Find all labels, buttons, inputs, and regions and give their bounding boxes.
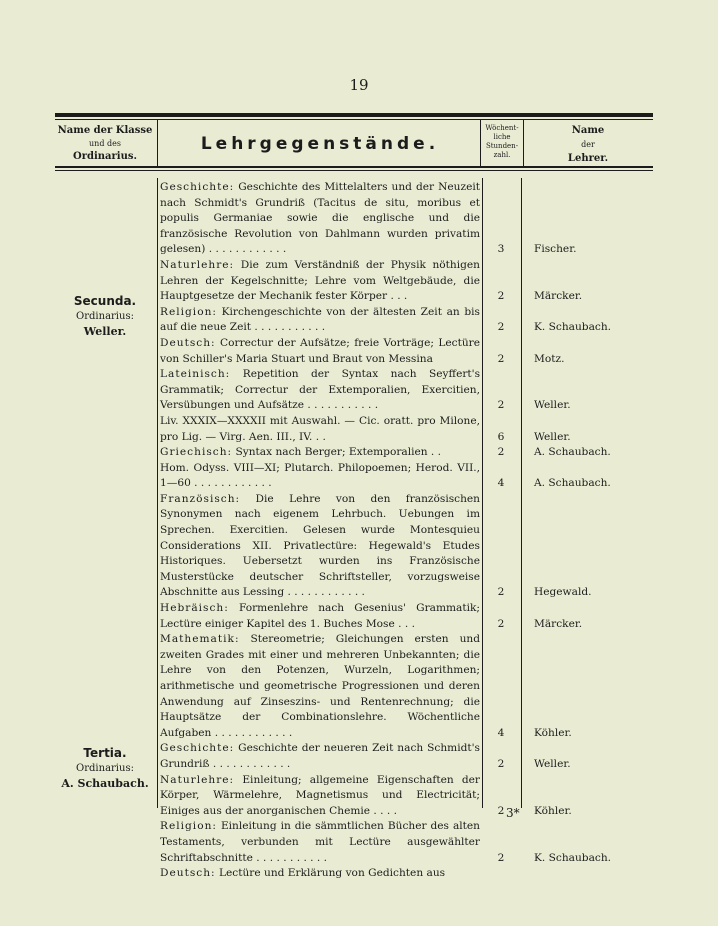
hours-cell: 3 [497,243,505,256]
subject-lead: Religion: [160,820,217,833]
class-name: Secunda. [73,294,137,308]
subject-lead: Geschichte: [160,181,235,193]
subject-text: Formenlehre nach Gesenius' Grammatik; Lectüre einiger Kapitel des 1. Buches Mose . . . [160,602,480,630]
subject-lead: Lateinisch: [160,368,231,381]
class-label-secunda [55,294,155,339]
subject-text: Stereometrie; Gleichungen ersten und zweiten Grades mit einer und mehreren Unbekannten; die Lehre von den Potenzen, Wurzeln, Logarithmen; arithmetische und geometrische Progressionen und deren Anwendung auf Zinseszins- und Rentenrechnung; die Hauptsätze der Combinationslehre. Wöchentliche Aufgaben . . . . . . . . . . . . [160,633,480,739]
table-row [160,367,658,414]
hours-cell: 2 [497,804,505,817]
subject-text: Hom. Odyss. VIII—XI; Plutarch. Philopoemen; Herod. VII., 1—60 . . . . . . . . . . . . [160,461,480,490]
subject-lead: Deutsch: [160,336,216,349]
column-divider-3 [523,120,524,166]
subject-lead: Deutsch: [160,867,216,880]
hours-cell: 2 [497,757,505,770]
table-row [160,414,658,445]
header-teacher-line3: Lehrer. [567,153,609,164]
hours-cell: 4 [497,726,505,739]
footer-signature-mark: 3* [506,806,520,820]
hours-cell: 6 [497,430,505,443]
subject-lead: Griechisch: [160,446,233,459]
header-rule-bottom [55,166,653,168]
table-row [160,336,658,367]
subject-text: Repetition der Syntax nach Seyffert's Grammatik; Correctur der Extemporalien, Exercitien, Versübungen und Aufsätze . . . . . . . . . . . [160,368,481,412]
header-class-line2: und des [89,139,121,148]
column-divider-2 [480,120,481,166]
header-teacher-line1: Name [571,125,605,136]
subject-lead: Französisch: [160,492,241,505]
header-hours-line1: Wöchent- [485,124,519,132]
header-hours-line4: zahl. [493,151,511,159]
header-rule-thick [55,113,653,117]
class-role: Ordinarius: [76,763,134,774]
subject-text: Geschichte der neueren Zeit nach Schmidt's Grundriß . . . . . . . . . . . . [160,742,480,770]
hours-cell: 2 [497,446,505,459]
column-divider-1 [157,120,158,166]
subject-lead: Geschichte: [160,742,235,755]
header-class-line1: Name der Klasse [57,125,153,136]
header-hours-column [482,124,522,160]
hours-cell: 2 [497,399,505,412]
subject-text: Kirchengeschichte von der ältesten Zeit an bis auf die neue Zeit . . . . . . . . . . . [160,305,480,334]
subject-text: Lectüre und Erklärung von Gedichten aus [218,867,446,880]
hours-cell: 2 [497,290,505,303]
teacher-cell: Märcker. [534,617,583,630]
subject-lead: Mathematik: [160,633,240,646]
teacher-cell: K. Schaubach. [534,851,612,864]
subject-lead: Religion: [160,305,217,318]
teacher-cell: Köhler. [534,804,572,817]
header-hours-line3: Stunden- [485,142,519,150]
teacher-cell: Fischer. [534,243,577,256]
table-row [160,461,658,492]
hours-cell: 2 [497,352,505,365]
header-class-line3: Ordinarius. [73,151,137,162]
teacher-cell: Weller. [534,399,571,412]
subject-text: Die zum Verständniß der Physik nöthigen Lehren der Kegelschnitte; Lehre vom Weltgebäude, die Hauptgesetze der Mechanik fester Körper . . . [160,258,480,303]
subject-lead: Naturlehre: [160,258,235,271]
teacher-cell: Weller. [534,757,571,770]
header-hours-line2: liche [493,133,511,141]
subject-text: Geschichte des Mittelalters und der Neuzeit nach Schmidt's Grundriß (Tacitus de situ, moribus et populis Germaniae sowie die englische und die französische Revolution von Dahlmann wurden privatim gelesen) . . . . . . . . . . . . [160,181,480,256]
header-teacher-column [524,124,652,166]
subject-text: Die Lehre von den französischen Synonymen nach eigenem Lehrbuch. Uebungen im Sprechen. Exercitien. Gelesen wurde Montesquieu Considerations XII. Privatlectüre: Hegewald's Etudes Historiques. Uebersetzt wurden ins Französische Musterstücke deutscher Schriftsteller, vorzugsweise Abschnitte aus Lessing . . . . . . . . . . . . [160,492,480,599]
table-row [160,492,658,601]
teacher-cell: K. Schaubach. [534,321,612,334]
header-rule-bottom-thin [55,170,653,171]
teacher-cell: Märcker. [534,290,583,303]
page-number: 19 [349,76,369,94]
subject-text: Einleitung in die sämmtlichen Bücher des alten Testaments, verbunden mit Lectüre ausgewählter Schriftabschnitte . . . . . . . . . . . [160,820,480,864]
teacher-cell: A. Schaubach. [534,446,611,459]
table-row [160,258,658,305]
class-label-tertia [55,746,155,791]
table-row [160,632,658,741]
subject-text: Syntax nach Berger; Extemporalien . . [235,446,442,459]
table-row [160,819,658,866]
teacher-cell: A. Schaubach. [534,477,611,490]
subject-rows [160,180,658,882]
hours-cell: 2 [497,851,505,864]
class-person: Weller. [83,325,127,338]
table-row [160,773,658,820]
class-name: Tertia. [83,746,127,760]
class-person: A. Schaubach. [61,777,149,790]
subject-text: Correctur der Aufsätze; freie Vorträge; Lectüre von Schiller's Maria Stuart und Braut von Messina [160,336,480,365]
teacher-cell: Hegewald. [534,586,592,599]
subject-lead: Naturlehre: [160,773,235,786]
teacher-cell: Motz. [534,352,565,365]
header-teacher-line2: der [581,140,595,149]
table-row [160,180,658,258]
table-row [160,741,658,772]
column-divider-body-1 [157,178,158,808]
header-class-column [55,124,155,163]
header-rule-thin [55,119,653,120]
hours-cell: 2 [497,321,505,334]
class-role: Ordinarius: [76,311,134,322]
table-row [160,445,658,461]
header-subjects: Lehrgegenstände. [200,134,440,154]
subject-text: Einleitung; allgemeine Eigenschaften der Körper, Wärmelehre, Magnetismus und Electricität; Einiges aus der anorganischen Chemie . . . . [160,773,480,817]
subject-lead: Hebräisch: [160,602,229,615]
table-row [160,305,658,336]
table-row [160,601,658,632]
hours-cell: 4 [497,477,505,490]
hours-cell: 2 [497,586,505,599]
teacher-cell: Köhler. [534,726,572,739]
subject-text: Liv. XXXIX—XXXXII mit Auswahl. — Cic. oratt. pro Milone, pro Lig. — Virg. Aen. III., IV. . . [160,414,480,443]
table-row [160,866,658,882]
hours-cell: 2 [497,617,505,630]
teacher-cell: Weller. [534,430,571,443]
